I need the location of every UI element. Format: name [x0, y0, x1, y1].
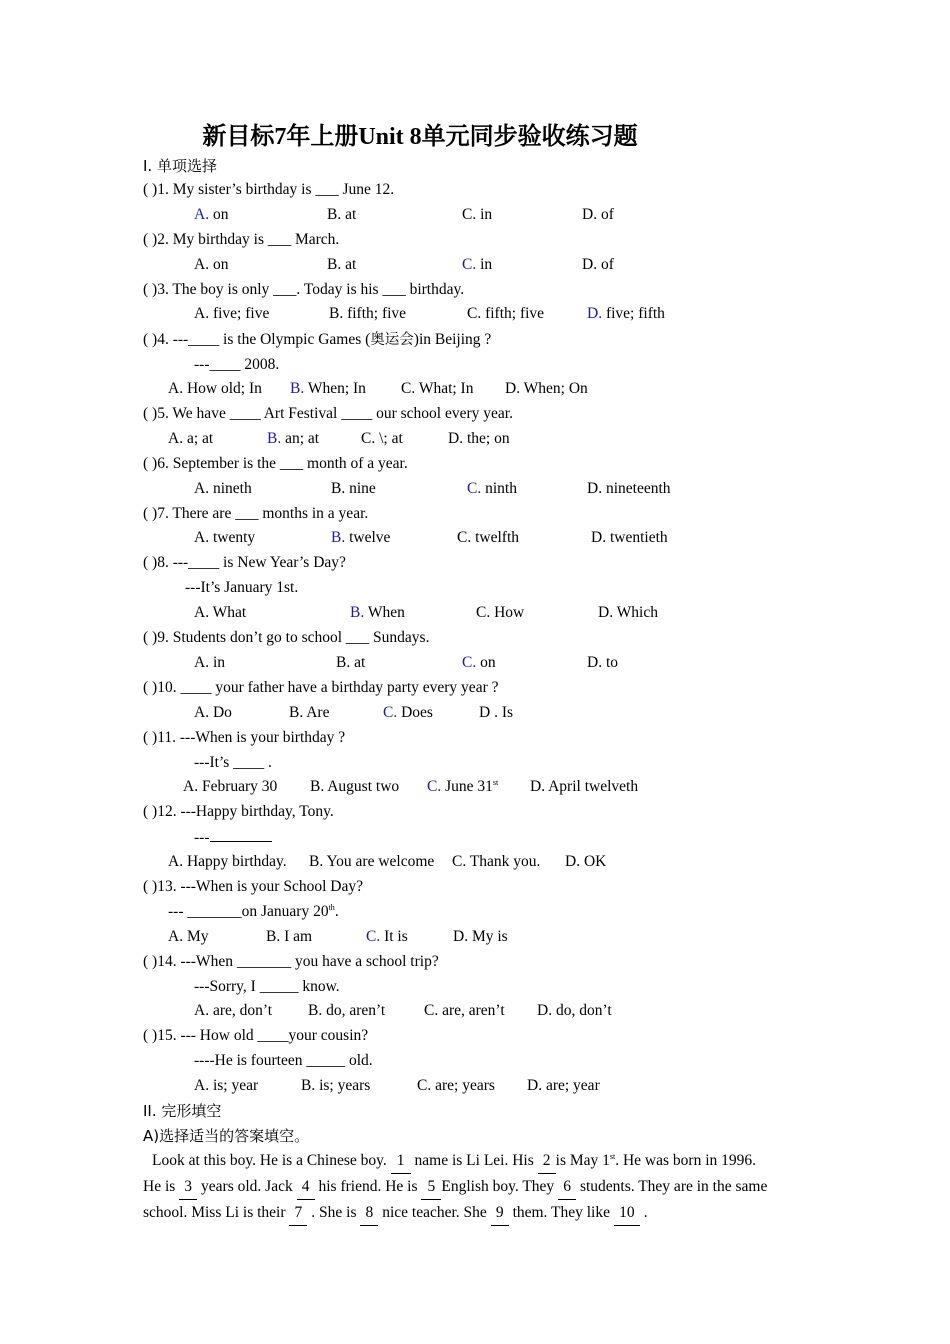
question-3-option-a[interactable]: A. five; five — [194, 305, 270, 322]
question-6-stem: ( )6. September is the ___ month of a year. — [143, 455, 408, 472]
question-5-stem: ( )5. We have ____ Art Festival ____ our school every year. — [143, 405, 513, 422]
question-7-option-d[interactable]: D. twentieth — [591, 529, 668, 546]
question-12-option-d[interactable]: D. OK — [565, 853, 607, 870]
question-15-option-b[interactable]: B. is; years — [301, 1077, 371, 1094]
question-13-option-c[interactable]: C. It is — [366, 928, 408, 945]
question-13-option-a[interactable]: A. My — [168, 928, 209, 945]
blank-3[interactable]: 3 — [179, 1174, 197, 1200]
question-14-answer-line: ---Sorry, I _____ know. — [194, 978, 340, 995]
question-1-option-b[interactable]: B. at — [327, 206, 357, 223]
question-7-option-b[interactable]: B. twelve — [331, 529, 391, 546]
blank-10[interactable]: 10 — [614, 1200, 640, 1226]
section-heading-single-choice: I. 单项选择 — [143, 157, 217, 175]
question-12-answer-line: --- — [194, 827, 272, 848]
question-4-stem: ( )4. ---____ is the Olympic Games (奥运会)in Beijing ? — [143, 331, 492, 348]
question-5-option-b[interactable]: B. an; at — [267, 430, 320, 447]
blank-9[interactable]: 9 — [491, 1200, 509, 1226]
question-7-stem: ( )7. There are ___ months in a year. — [143, 505, 369, 522]
question-11-stem: ( )11. ---When is your birthday ? — [143, 729, 346, 746]
question-14-option-a[interactable]: A. are, don’t — [194, 1002, 273, 1019]
question-4-option-b[interactable]: B. When; In — [290, 380, 366, 397]
question-5-option-c[interactable]: C. \; at — [361, 430, 403, 447]
question-3-option-c[interactable]: C. fifth; five — [467, 305, 545, 322]
question-2-stem: ( )2. My birthday is ___ March. — [143, 231, 340, 248]
question-3-stem: ( )3. The boy is only ___. Today is his ___ birthday. — [143, 281, 465, 298]
question-4-option-d[interactable]: D. When; On — [505, 380, 588, 397]
question-15-option-a[interactable]: A. is; year — [194, 1077, 259, 1094]
question-8-answer-line: ---It’s January 1st. — [185, 579, 299, 596]
question-7-option-c[interactable]: C. twelfth — [457, 529, 519, 546]
blank-5[interactable]: 5 — [421, 1174, 441, 1200]
question-3-option-b[interactable]: B. fifth; five — [329, 305, 407, 322]
question-9-option-b[interactable]: B. at — [336, 654, 366, 671]
question-4-option-a[interactable]: A. How old; In — [168, 380, 262, 397]
question-10-option-c[interactable]: C. Does — [383, 704, 433, 721]
question-15-option-c[interactable]: C. are; years — [417, 1077, 495, 1094]
question-10-option-b[interactable]: B. Are — [289, 704, 330, 721]
cloze-passage — [143, 1148, 823, 1226]
question-6-option-d[interactable]: D. nineteenth — [587, 480, 671, 497]
question-13-answer-line: --- _______on January 20th. — [168, 902, 339, 920]
page-title: 新目标7年上册Unit 8单元同步验收练习题 — [202, 124, 638, 150]
cloze-instruction: A)选择适当的答案填空。 — [143, 1127, 310, 1145]
question-14-option-c[interactable]: C. are, aren’t — [424, 1002, 505, 1019]
question-11-option-d[interactable]: D. April twelveth — [530, 778, 639, 795]
passage-line: He is 3 years old. Jack 4 his friend. He is 5English boy. They 6 students. They are in the same — [143, 1174, 823, 1200]
question-2-option-b[interactable]: B. at — [327, 256, 357, 273]
blank-8[interactable]: 8 — [360, 1200, 378, 1226]
question-12-stem: ( )12. ---Happy birthday, Tony. — [143, 803, 334, 820]
question-15-stem: ( )15. --- How old ____your cousin? — [143, 1027, 369, 1044]
blank-6[interactable]: 6 — [558, 1174, 576, 1200]
question-9-option-a[interactable]: A. in — [194, 654, 226, 671]
passage-line: Look at this boy. He is a Chinese boy. 1 name is Li Lei. His 2is May 1st. He was born in 1996. — [143, 1148, 823, 1174]
question-6-option-a[interactable]: A. nineth — [194, 480, 252, 497]
question-11-option-b[interactable]: B. August two — [310, 778, 400, 795]
question-5-option-a[interactable]: A. a; at — [168, 430, 214, 447]
question-7-option-a[interactable]: A. twenty — [194, 529, 256, 546]
answer-blank[interactable] — [210, 827, 272, 842]
question-10-option-a[interactable]: A. Do — [194, 704, 232, 721]
question-4-option-c[interactable]: C. What; In — [401, 380, 474, 397]
question-5-option-d[interactable]: D. the; on — [448, 430, 510, 447]
question-2-option-a[interactable]: A. on — [194, 256, 229, 273]
question-14-option-d[interactable]: D. do, don’t — [537, 1002, 612, 1019]
question-2-option-c[interactable]: C. in — [462, 256, 493, 273]
question-8-option-b[interactable]: B. When — [350, 604, 405, 621]
question-8-option-c[interactable]: C. How — [476, 604, 525, 621]
question-1-option-d[interactable]: D. of — [582, 206, 614, 223]
question-13-option-b[interactable]: B. I am — [266, 928, 313, 945]
blank-1[interactable]: 1 — [391, 1148, 411, 1174]
question-10-stem: ( )10. ____ your father have a birthday party every year ? — [143, 679, 499, 696]
question-15-answer-line: ----He is fourteen _____ old. — [194, 1052, 373, 1069]
question-4-answer-line: ---____ 2008. — [194, 356, 280, 373]
question-3-option-d[interactable]: D. five; fifth — [587, 305, 665, 322]
question-13-option-d[interactable]: D. My is — [453, 928, 508, 945]
question-12-option-a[interactable]: A. Happy birthday. — [168, 853, 287, 870]
question-11-option-c[interactable]: C. June 31st — [427, 777, 499, 795]
question-13-stem: ( )13. ---When is your School Day? — [143, 878, 363, 895]
passage-line: school. Miss Li is their 7 . She is 8 nice teacher. She 9 them. They like 10 . — [143, 1200, 823, 1226]
question-8-stem: ( )8. ---____ is New Year’s Day? — [143, 554, 346, 571]
question-9-stem: ( )9. Students don’t go to school ___ Sundays. — [143, 629, 430, 646]
question-10-option-d[interactable]: D . Is — [479, 704, 514, 721]
question-11-answer-line: ---It’s ____ . — [194, 754, 272, 771]
question-1-stem: ( )1. My sister’s birthday is ___ June 12. — [143, 181, 395, 198]
question-2-option-d[interactable]: D. of — [582, 256, 614, 273]
blank-4[interactable]: 4 — [297, 1174, 315, 1200]
question-1-option-a[interactable]: A. on — [194, 206, 229, 223]
question-1-option-c[interactable]: C. in — [462, 206, 493, 223]
question-14-stem: ( )14. ---When _______ you have a school trip? — [143, 953, 439, 970]
question-6-option-c[interactable]: C. ninth — [467, 480, 517, 497]
question-12-option-b[interactable]: B. You are welcome — [309, 853, 435, 870]
question-11-option-a[interactable]: A. February 30 — [183, 778, 278, 795]
question-9-option-c[interactable]: C. on — [462, 654, 496, 671]
blank-7[interactable]: 7 — [289, 1200, 307, 1226]
question-6-option-b[interactable]: B. nine — [331, 480, 376, 497]
question-14-option-b[interactable]: B. do, aren’t — [308, 1002, 386, 1019]
question-15-option-d[interactable]: D. are; year — [527, 1077, 600, 1094]
question-12-option-c[interactable]: C. Thank you. — [452, 853, 541, 870]
question-8-option-d[interactable]: D. Which — [598, 604, 658, 621]
question-8-option-a[interactable]: A. What — [194, 604, 247, 621]
section-heading-cloze: II. 完形填空 — [143, 1102, 222, 1120]
blank-2[interactable]: 2 — [538, 1148, 556, 1174]
question-9-option-d[interactable]: D. to — [587, 654, 619, 671]
